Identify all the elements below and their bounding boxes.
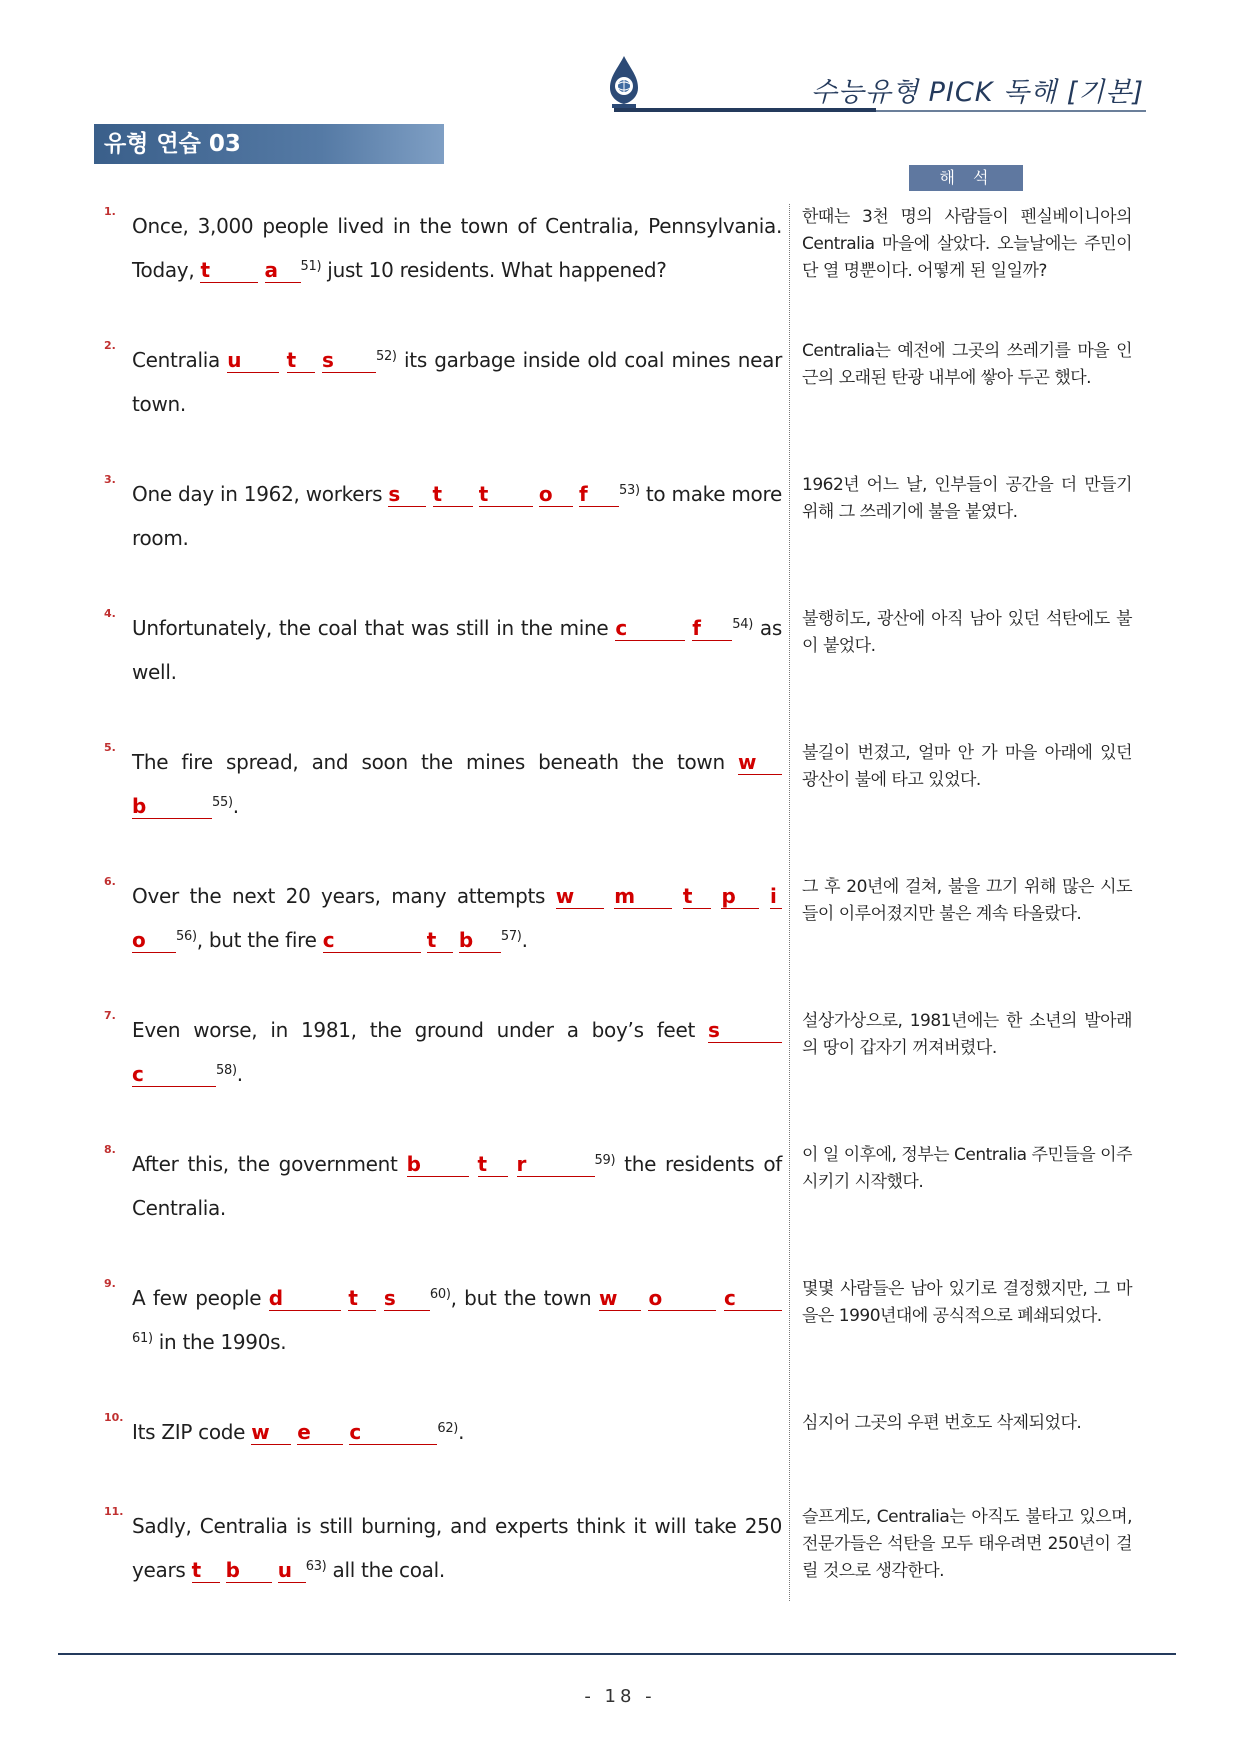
item-number: 11. <box>104 1505 124 1518</box>
pen-nib-logo-icon <box>604 54 644 110</box>
answer-blank[interactable]: s <box>384 1286 430 1311</box>
english-sentence: After this, the government b t r $^{59)}$ the residents of Centralia. <box>132 1152 782 1220</box>
answer-blank[interactable]: t <box>200 258 258 283</box>
answer-blank[interactable]: b <box>226 1558 272 1583</box>
answer-blank[interactable]: c <box>132 1062 216 1087</box>
answer-blank[interactable]: o <box>132 928 176 953</box>
korean-translation: 1962년 어느 날, 인부들이 공간을 더 만들기 위해 그 쓰레기에 불을 붙였다. <box>802 475 1132 522</box>
answer-blank[interactable]: s <box>388 482 426 507</box>
blank-ref: 58) <box>216 1063 237 1078</box>
korean-translation: 그 후 20년에 걸쳐, 불을 끄기 위해 많은 시도들이 이루어졌지만 불은 계속 타올랐다. <box>802 877 1132 924</box>
answer-blank[interactable]: t <box>478 1152 508 1177</box>
blank-ref: 63) <box>305 1559 327 1574</box>
translation-label: 해석 <box>909 165 1023 191</box>
answer-blank[interactable]: a <box>265 258 301 283</box>
answer-blank[interactable]: w <box>599 1286 641 1311</box>
answer-blank[interactable]: u <box>278 1558 306 1583</box>
answer-blank[interactable]: t <box>348 1286 376 1311</box>
answer-blank[interactable]: c <box>323 928 421 953</box>
english-sentence: Once, 3,000 people lived in the town of Centralia, Pennsylvania. Today, t a $^{51)}$ just 10 residents. What happened? <box>132 214 782 282</box>
answer-blank[interactable]: s <box>708 1018 782 1043</box>
answer-blank[interactable]: s <box>322 348 376 373</box>
answer-blank[interactable]: b <box>132 794 212 819</box>
blank-ref: 55) <box>212 795 233 810</box>
answer-blank[interactable]: m <box>614 884 672 909</box>
item-number: 1. <box>104 205 116 218</box>
blank-ref: 56) <box>176 929 197 944</box>
answer-blank[interactable]: t <box>479 482 533 507</box>
english-sentence: Centralia u t s $^{52)}$ its garbage inside old coal mines near town. <box>132 348 783 416</box>
blank-ref: 52) <box>375 349 397 364</box>
korean-translation: 슬프게도, Centralia는 아직도 불타고 있으며, 전문가들은 석탄을 모두 태우려면 250년이 걸릴 것으로 생각한다. <box>802 1507 1132 1581</box>
answer-blank[interactable]: c <box>349 1420 437 1445</box>
english-sentence: Even worse, in 1981, the ground under a boy’s feet s c $^{58)}$. <box>132 1008 782 1096</box>
english-sentence: The fire spread, and soon the mines beneath the town w b $^{55)}$. <box>132 740 782 828</box>
answer-blank[interactable]: w <box>738 750 782 775</box>
blank-ref: 53) <box>619 483 640 498</box>
answer-blank[interactable]: d <box>269 1286 341 1311</box>
english-sentence: Sadly, Centralia is still burning, and experts think it will take 250 years t b u $^{63)}$ all the coal. <box>132 1514 782 1582</box>
answer-blank[interactable]: t <box>287 348 315 373</box>
page-number: - 18 - <box>584 1686 656 1707</box>
item-number: 8. <box>104 1143 116 1156</box>
korean-translation: Centralia는 예전에 그곳의 쓰레기를 마을 인근의 오래된 탄광 내부에 쌓아 두곤 했다. <box>802 341 1132 388</box>
section-title: 유형 연습 03 <box>94 124 444 164</box>
answer-blank[interactable]: c <box>615 616 685 641</box>
answer-blank[interactable]: p <box>721 884 759 909</box>
answer-blank[interactable]: c <box>724 1286 782 1311</box>
korean-translation: 이 일 이후에, 정부는 Centralia 주민들을 이주시키기 시작했다. <box>802 1145 1132 1192</box>
answer-blank[interactable]: b <box>459 928 501 953</box>
blank-ref: 62) <box>437 1421 459 1436</box>
item-number: 10. <box>104 1411 124 1424</box>
blank-ref: 60) <box>429 1287 451 1302</box>
korean-translation: 불행히도, 광산에 아직 남아 있던 석탄에도 불이 붙었다. <box>802 609 1132 656</box>
item-number: 4. <box>104 607 116 620</box>
item-number: 5. <box>104 741 116 754</box>
blank-ref: 61) <box>132 1331 153 1346</box>
korean-translation: 몇몇 사람들은 남아 있기로 결정했지만, 그 마을은 1990년대에 공식적으로 폐쇄되었다. <box>802 1279 1132 1326</box>
blank-ref: 57) <box>500 929 522 944</box>
blank-ref: 59) <box>594 1153 616 1168</box>
answer-blank[interactable]: w <box>556 884 604 909</box>
english-sentence: Over the next 20 years, many attempts w m t p i o $^{56)}$, but the fire c t b $^{57)}$. <box>132 874 782 962</box>
korean-translation: 설상가상으로, 1981년에는 한 소년의 발아래의 땅이 갑자기 꺼져버렸다. <box>802 1011 1132 1058</box>
answer-blank[interactable]: b <box>407 1152 469 1177</box>
answer-blank[interactable]: f <box>579 482 619 507</box>
book-title: 수능유형 PICK 독해 [기본] <box>810 77 1144 108</box>
english-sentence: One day in 1962, workers s t t o f $^{53)}$ to make more room. <box>132 482 782 550</box>
answer-blank[interactable]: t <box>683 884 711 909</box>
item-number: 7. <box>104 1009 116 1022</box>
answer-blank[interactable]: o <box>539 482 573 507</box>
korean-translation: 불길이 번졌고, 얼마 안 가 마을 아래에 있던 광산이 불에 타고 있었다. <box>802 743 1132 790</box>
answer-blank[interactable]: o <box>648 1286 716 1311</box>
item-number: 9. <box>104 1277 116 1290</box>
english-sentence: Unfortunately, the coal that was still in the mine c f $^{54)}$ as well. <box>132 616 782 684</box>
item-number: 3. <box>104 473 116 486</box>
answer-blank[interactable]: u <box>227 348 279 373</box>
blank-ref: 54) <box>732 617 753 632</box>
answer-blank[interactable]: t <box>433 482 473 507</box>
answer-blank[interactable]: t <box>192 1558 220 1583</box>
english-sentence: Its ZIP code w e c $^{62)}$. <box>132 1420 465 1444</box>
english-sentence: A few people d t s $^{60)}$, but the town w o c$^{61)}$ in the 1990s. <box>132 1276 782 1364</box>
korean-translation: 한때는 3천 명의 사람들이 펜실베이니아의 Centralia 마을에 살았다. 오늘날에는 주민이 단 열 명뿐이다. 어떻게 된 일일까? <box>802 207 1132 281</box>
answer-blank[interactable]: i <box>770 884 782 909</box>
korean-translation: 심지어 그곳의 우편 번호도 삭제되었다. <box>802 1413 1082 1433</box>
blank-ref: 51) <box>300 259 322 274</box>
answer-blank[interactable]: t <box>427 928 453 953</box>
answer-blank[interactable]: e <box>297 1420 343 1445</box>
answer-blank[interactable]: r <box>517 1152 595 1177</box>
answer-blank[interactable]: w <box>251 1420 291 1445</box>
answer-blank[interactable]: f <box>692 616 732 641</box>
item-number: 6. <box>104 875 116 888</box>
footer-rule <box>58 1653 1176 1655</box>
item-number: 2. <box>104 339 116 352</box>
column-divider <box>789 204 790 1601</box>
